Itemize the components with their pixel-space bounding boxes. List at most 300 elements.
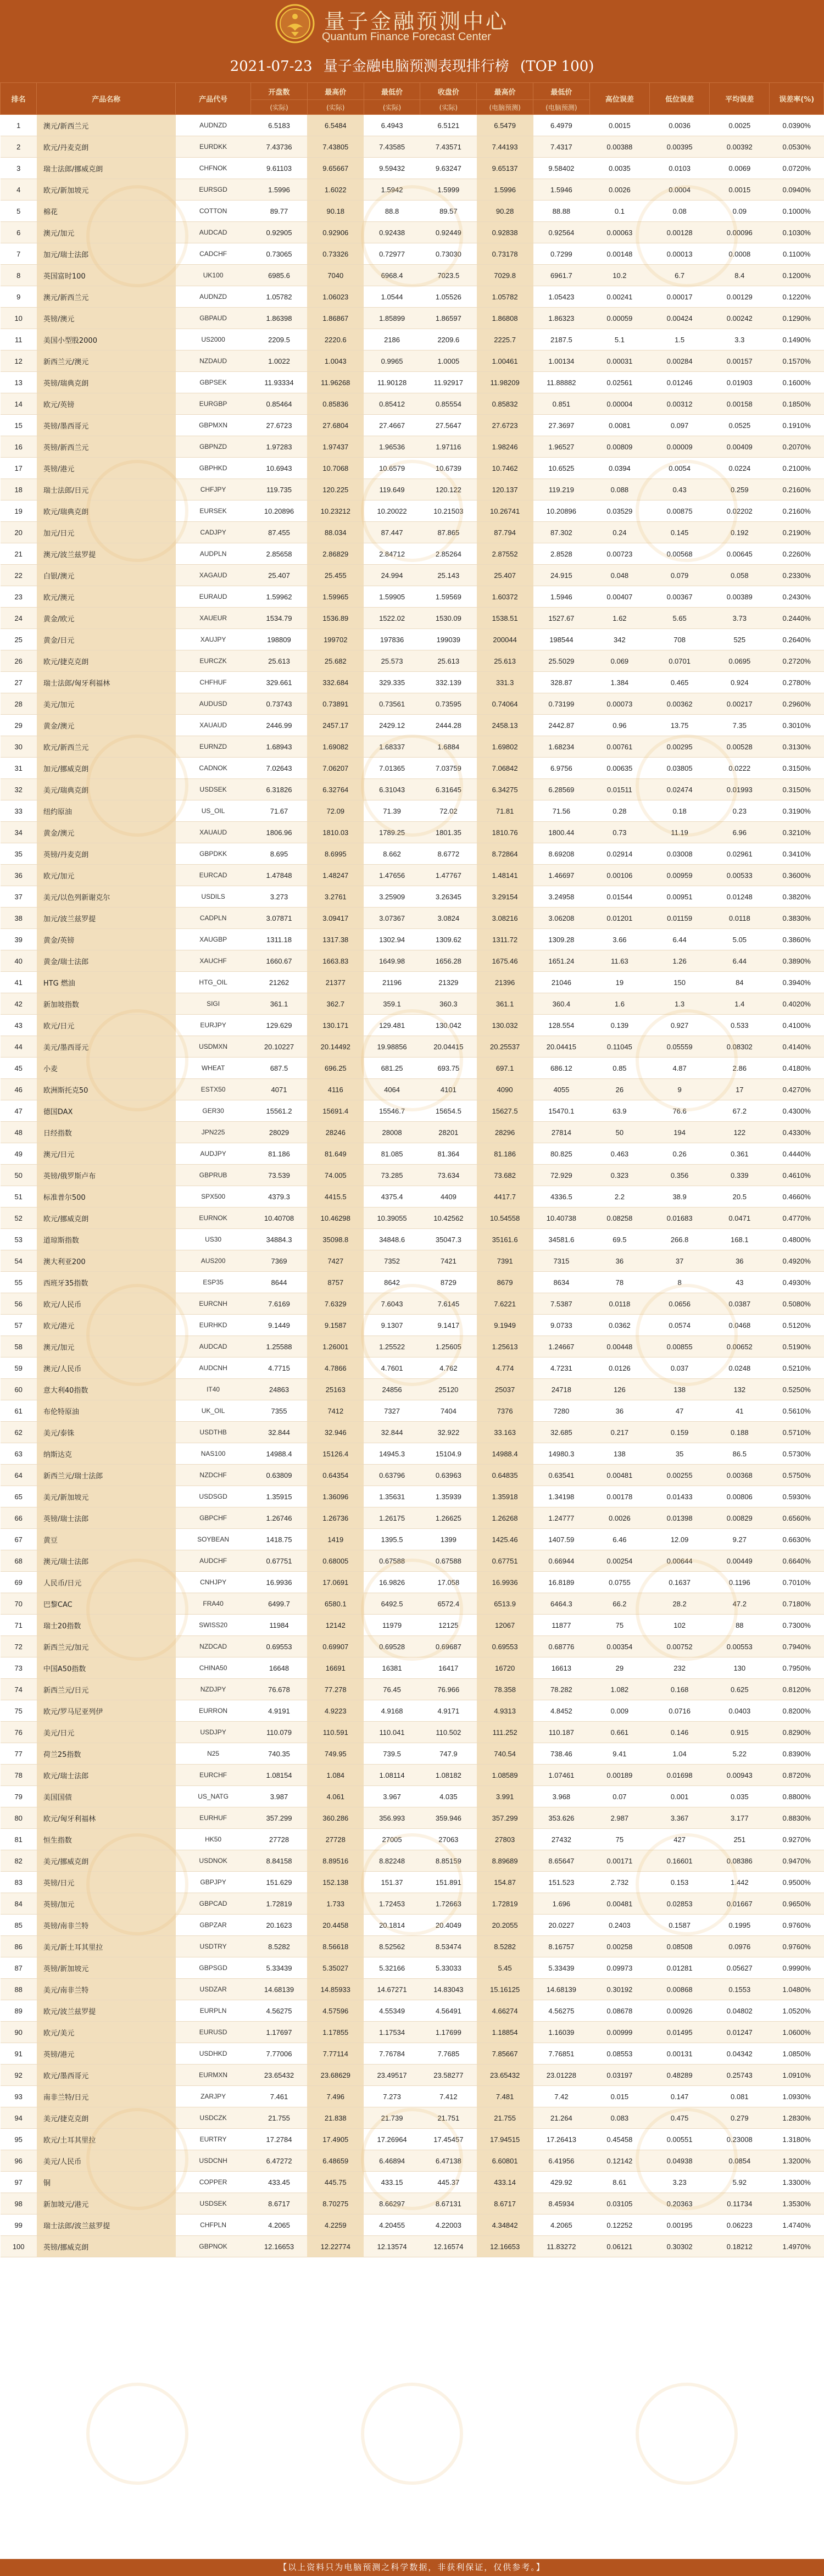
- cell-rank: 77: [1, 1743, 37, 1765]
- cell-avg-error: 0.00806: [710, 1486, 770, 1507]
- cell-product-code: CNHJPY: [176, 1572, 251, 1593]
- cell-close: 6.47138: [420, 2150, 477, 2172]
- cell-open: 6499.7: [251, 1593, 308, 1615]
- brand-name-cn: 量子金融预测中心: [324, 9, 509, 34]
- cell-low-error: 0.00959: [650, 865, 710, 886]
- cell-low: 34848.6: [364, 1229, 420, 1250]
- cell-high: 10.46298: [307, 1208, 364, 1229]
- cell-low-pred: 4.2065: [533, 2215, 590, 2236]
- cell-low-pred: 6.28569: [533, 779, 590, 800]
- cell-close: 6572.4: [420, 1593, 477, 1615]
- cell-product-code: COTTON: [176, 201, 251, 222]
- cell-low-pred: 20.0227: [533, 1915, 590, 1936]
- cell-high: 15691.4: [307, 1100, 364, 1122]
- table-row: [1, 1829, 824, 1850]
- cell-high: 15126.4: [307, 1443, 364, 1465]
- cell-low-error: 0.00295: [650, 736, 710, 758]
- cell-low-pred: 7.76851: [533, 2043, 590, 2065]
- cell-error-rate: 0.9470%: [770, 1850, 824, 1872]
- cell-low-pred: 8.69208: [533, 843, 590, 865]
- cell-high-error: 0.015: [589, 2086, 649, 2107]
- table-row: [1, 1272, 824, 1293]
- cell-high-pred: 28296: [477, 1122, 533, 1143]
- cell-high: 23.68629: [307, 2065, 364, 2086]
- cell-avg-error: 0.0118: [710, 908, 770, 929]
- cell-product-name: 新加坡元/港元: [37, 2193, 176, 2215]
- cell-low: 16381: [364, 1657, 420, 1679]
- cell-low: 433.15: [364, 2172, 420, 2193]
- cell-close: 9.1417: [420, 1315, 477, 1336]
- cell-low-error: 5.65: [650, 608, 710, 629]
- cell-avg-error: 0.035: [710, 1786, 770, 1807]
- cell-error-rate: 1.0600%: [770, 2022, 824, 2043]
- cell-low-pred: 0.92564: [533, 222, 590, 243]
- report-date: 2021-07-23: [230, 58, 313, 75]
- cell-error-rate: 1.3200%: [770, 2150, 824, 2172]
- cell-rank: 28: [1, 693, 37, 715]
- table-row: [1, 1315, 824, 1336]
- cell-product-code: AUDCAD: [176, 1336, 251, 1357]
- cell-rank: 61: [1, 1400, 37, 1422]
- cell-avg-error: 0.1196: [710, 1572, 770, 1593]
- cell-high: 1536.89: [307, 608, 364, 629]
- cell-low-error: 0.01683: [650, 1208, 710, 1229]
- cell-low: 24.994: [364, 565, 420, 586]
- cell-low: 76.45: [364, 1679, 420, 1700]
- cell-high-pred: 90.28: [477, 201, 533, 222]
- cell-high-error: 0.03197: [589, 2065, 649, 2086]
- col-lo-err: 低位误差: [650, 83, 710, 115]
- cell-low: 6.4943: [364, 115, 420, 136]
- cell-close: 130.042: [420, 1015, 477, 1036]
- cell-product-name: 新西兰元/澳元: [37, 350, 176, 372]
- cell-error-rate: 0.4140%: [770, 1036, 824, 1058]
- cell-error-rate: 0.1850%: [770, 393, 824, 415]
- cell-low: 7352: [364, 1250, 420, 1272]
- watermark-logo-icon: [88, 2384, 187, 2483]
- cell-low-pred: 27.3697: [533, 415, 590, 436]
- cell-product-code: SWISS20: [176, 1615, 251, 1636]
- cell-low: 21196: [364, 972, 420, 993]
- cell-low-error: 0.00926: [650, 2000, 710, 2022]
- cell-high: 8.89516: [307, 1850, 364, 1872]
- cell-rank: 24: [1, 608, 37, 629]
- cell-product-name: 欧元/土耳其里拉: [37, 2129, 176, 2150]
- cell-product-name: 澳元/加元: [37, 222, 176, 243]
- cell-product-code: EURNOK: [176, 1208, 251, 1229]
- cell-low-error: 0.00128: [650, 222, 710, 243]
- cell-high-error: 342: [589, 629, 649, 650]
- cell-open: 1534.79: [251, 608, 308, 629]
- cell-low-error: 0.02474: [650, 779, 710, 800]
- cell-high-pred: 154.87: [477, 1872, 533, 1893]
- cell-high: 332.684: [307, 672, 364, 693]
- cell-high-error: 0.12142: [589, 2150, 649, 2172]
- cell-high: 14.85933: [307, 1979, 364, 2000]
- table-row: [1, 1422, 824, 1443]
- cell-avg-error: 0.924: [710, 672, 770, 693]
- cell-product-code: AUDNZD: [176, 286, 251, 308]
- cell-low: 15546.7: [364, 1100, 420, 1122]
- cell-rank: 1: [1, 115, 37, 136]
- cell-high-error: 0.02914: [589, 843, 649, 865]
- cell-low-pred: 10.6525: [533, 458, 590, 479]
- cell-open: 0.69553: [251, 1636, 308, 1657]
- cell-error-rate: 0.8800%: [770, 1786, 824, 1807]
- cell-product-code: NAS100: [176, 1443, 251, 1465]
- cell-close: 81.364: [420, 1143, 477, 1165]
- table-row: [1, 222, 824, 243]
- cell-product-code: EURPLN: [176, 2000, 251, 2022]
- cell-high-error: 5.1: [589, 329, 649, 350]
- cell-error-rate: 0.4770%: [770, 1208, 824, 1229]
- cell-low-error: 35: [650, 1443, 710, 1465]
- cell-product-code: AUS200: [176, 1250, 251, 1272]
- cell-close: 1656.28: [420, 950, 477, 972]
- cell-high-pred: 10.7462: [477, 458, 533, 479]
- cell-high: 17.0691: [307, 1572, 364, 1593]
- cell-open: 8.5282: [251, 1936, 308, 1957]
- cell-high: 6.32764: [307, 779, 364, 800]
- cell-low: 4.7601: [364, 1357, 420, 1379]
- cell-low-error: 0.1587: [650, 1915, 710, 1936]
- cell-open: 6.47272: [251, 2150, 308, 2172]
- cell-high-pred: 81.186: [477, 1143, 533, 1165]
- cell-rank: 3: [1, 158, 37, 179]
- table-row: [1, 758, 824, 779]
- cell-open: 3.987: [251, 1786, 308, 1807]
- cell-error-rate: 0.5250%: [770, 1379, 824, 1400]
- cell-high-pred: 4.774: [477, 1357, 533, 1379]
- cell-low: 739.5: [364, 1743, 420, 1765]
- cell-low: 7.43585: [364, 136, 420, 158]
- cell-close: 1.17699: [420, 2022, 477, 2043]
- cell-error-rate: 0.4920%: [770, 1250, 824, 1272]
- cell-low-error: 0.00752: [650, 1636, 710, 1657]
- cell-high-pred: 73.682: [477, 1165, 533, 1186]
- cell-high: 3.2761: [307, 886, 364, 908]
- cell-high-error: 0.00171: [589, 1850, 649, 1872]
- cell-high-error: 0.00073: [589, 693, 649, 715]
- cell-error-rate: 0.2720%: [770, 650, 824, 672]
- cell-rank: 34: [1, 822, 37, 843]
- cell-product-name: 瑞士法郎/挪威克朗: [37, 158, 176, 179]
- cell-avg-error: 0.00528: [710, 736, 770, 758]
- cell-rank: 63: [1, 1443, 37, 1465]
- cell-product-name: 纽约原油: [37, 800, 176, 822]
- cell-high-error: 0.0081: [589, 415, 649, 436]
- cell-high-pred: 433.14: [477, 2172, 533, 2193]
- cell-avg-error: 41: [710, 1400, 770, 1422]
- cell-open: 8.84158: [251, 1850, 308, 1872]
- cell-close: 2209.6: [420, 329, 477, 350]
- cell-product-name: 美元/瑞典克朗: [37, 779, 176, 800]
- cell-product-name: 英镑/丹麦克朗: [37, 843, 176, 865]
- cell-product-code: XAUEUR: [176, 608, 251, 629]
- cell-open: 71.67: [251, 800, 308, 822]
- cell-high-error: 0.01544: [589, 886, 649, 908]
- cell-low-error: 0.00131: [650, 2043, 710, 2065]
- cell-rank: 90: [1, 2022, 37, 2043]
- cell-high-error: 0.01201: [589, 908, 649, 929]
- cell-product-name: 小麦: [37, 1058, 176, 1079]
- cell-product-name: 澳元/加元: [37, 1336, 176, 1357]
- cell-product-name: 美元/日元: [37, 1722, 176, 1743]
- cell-avg-error: 0.00829: [710, 1507, 770, 1529]
- cell-high: 25.682: [307, 650, 364, 672]
- cell-high: 88.034: [307, 522, 364, 543]
- cell-low-pred: 119.219: [533, 479, 590, 500]
- cell-product-code: XAUCHF: [176, 950, 251, 972]
- cell-product-name: 英镑/港元: [37, 458, 176, 479]
- cell-high: 7427: [307, 1250, 364, 1272]
- cell-product-code: COPPER: [176, 2172, 251, 2193]
- cell-product-name: 欧元/澳元: [37, 586, 176, 608]
- cell-rank: 93: [1, 2086, 37, 2107]
- cell-low-error: 3.367: [650, 1807, 710, 1829]
- table-row: [1, 1636, 824, 1657]
- cell-low: 87.447: [364, 522, 420, 543]
- cell-low-error: 38.9: [650, 1186, 710, 1208]
- cell-high-error: 1.62: [589, 608, 649, 629]
- cell-open: 3.07871: [251, 908, 308, 929]
- cell-low: 73.285: [364, 1165, 420, 1186]
- cell-high-error: 0.00031: [589, 350, 649, 372]
- cell-high: 81.649: [307, 1143, 364, 1165]
- cell-low: 4064: [364, 1079, 420, 1100]
- cell-low: 1.85899: [364, 308, 420, 329]
- cell-high: 5.35027: [307, 1957, 364, 1979]
- cell-high-error: 0.00178: [589, 1486, 649, 1507]
- cell-avg-error: 0.01903: [710, 372, 770, 393]
- cell-close: 1.6884: [420, 736, 477, 758]
- cell-error-rate: 0.3820%: [770, 886, 824, 908]
- cell-close: 1801.35: [420, 822, 477, 843]
- cell-low: 0.72977: [364, 243, 420, 265]
- cell-high: 0.73326: [307, 243, 364, 265]
- cell-error-rate: 0.2100%: [770, 458, 824, 479]
- cell-error-rate: 0.9650%: [770, 1893, 824, 1915]
- cell-open: 361.1: [251, 993, 308, 1015]
- cell-rank: 98: [1, 2193, 37, 2215]
- cell-high-pred: 4.66274: [477, 2000, 533, 2022]
- cell-open: 198809: [251, 629, 308, 650]
- cell-low-error: 0.00424: [650, 308, 710, 329]
- cell-product-code: EURRON: [176, 1700, 251, 1722]
- cell-avg-error: 0.09: [710, 201, 770, 222]
- cell-high: 1.0043: [307, 350, 364, 372]
- cell-low-error: 0.03805: [650, 758, 710, 779]
- cell-low: 8.52562: [364, 1936, 420, 1957]
- cell-high-error: 0.00999: [589, 2022, 649, 2043]
- table-header: [1, 83, 824, 115]
- cell-low: 0.63796: [364, 1465, 420, 1486]
- cell-close: 1.5999: [420, 179, 477, 201]
- cell-product-code: CADNOK: [176, 758, 251, 779]
- cell-product-name: 英镑/俄罗斯卢布: [37, 1165, 176, 1186]
- cell-rank: 7: [1, 243, 37, 265]
- cell-open: 1.05782: [251, 286, 308, 308]
- cell-high-error: 0.0394: [589, 458, 649, 479]
- cell-high-pred: 697.1: [477, 1058, 533, 1079]
- cell-product-code: USDCZK: [176, 2107, 251, 2129]
- cell-low: 119.649: [364, 479, 420, 500]
- cell-product-name: 新西兰元/日元: [37, 1679, 176, 1700]
- cell-low: 0.85412: [364, 393, 420, 415]
- cell-error-rate: 0.1030%: [770, 222, 824, 243]
- cell-low-pred: 1.696: [533, 1893, 590, 1915]
- cell-product-code: EURAUD: [176, 586, 251, 608]
- cell-error-rate: 0.1290%: [770, 308, 824, 329]
- cell-product-code: US_OIL: [176, 800, 251, 822]
- cell-product-code: N25: [176, 1743, 251, 1765]
- cell-close: 445.37: [420, 2172, 477, 2193]
- cell-product-code: NZDCHF: [176, 1465, 251, 1486]
- cell-error-rate: 0.2640%: [770, 629, 824, 650]
- cell-product-code: GBPRUB: [176, 1165, 251, 1186]
- cell-open: 9.1449: [251, 1315, 308, 1336]
- cell-low: 1.08114: [364, 1765, 420, 1786]
- cell-product-code: NZDAUD: [176, 350, 251, 372]
- cell-close: 4409: [420, 1186, 477, 1208]
- cell-high-pred: 15.16125: [477, 1979, 533, 2000]
- cell-avg-error: 3.177: [710, 1807, 770, 1829]
- cell-avg-error: 0.01667: [710, 1893, 770, 1915]
- cell-product-code: WHEAT: [176, 1058, 251, 1079]
- cell-avg-error: 0.00096: [710, 222, 770, 243]
- cell-product-code: AUDNZD: [176, 115, 251, 136]
- cell-open: 129.629: [251, 1015, 308, 1036]
- cell-low-pred: 7280: [533, 1400, 590, 1422]
- cell-close: 4.762: [420, 1357, 477, 1379]
- cell-high-error: 0.323: [589, 1165, 649, 1186]
- table-row: [1, 1550, 824, 1572]
- cell-rank: 64: [1, 1465, 37, 1486]
- cell-high: 1.6022: [307, 179, 364, 201]
- cell-low-error: 0.08508: [650, 1936, 710, 1957]
- cell-low: 27.4667: [364, 415, 420, 436]
- cell-high: 32.946: [307, 1422, 364, 1443]
- cell-high-error: 0.00481: [589, 1893, 649, 1915]
- cell-low-pred: 6.4979: [533, 115, 590, 136]
- cell-open: 10.40708: [251, 1208, 308, 1229]
- cell-error-rate: 0.6640%: [770, 1550, 824, 1572]
- cell-low: 10.20022: [364, 500, 420, 522]
- cell-product-code: GBPDKK: [176, 843, 251, 865]
- cell-high-error: 0.06121: [589, 2236, 649, 2257]
- cell-open: 8644: [251, 1272, 308, 1293]
- cell-high: 0.92906: [307, 222, 364, 243]
- ranking-table: [0, 82, 824, 2257]
- cell-high: 1810.03: [307, 822, 364, 843]
- cell-product-name: 德国DAX: [37, 1100, 176, 1122]
- cell-open: 0.85464: [251, 393, 308, 415]
- cell-error-rate: 0.4180%: [770, 1058, 824, 1079]
- cell-close: 73.634: [420, 1165, 477, 1186]
- cell-low: 681.25: [364, 1058, 420, 1079]
- cell-high-pred: 3.991: [477, 1786, 533, 1807]
- cell-high-pred: 7376: [477, 1400, 533, 1422]
- watermark-logo-icon: [637, 2384, 736, 2483]
- cell-low: 1.35631: [364, 1486, 420, 1507]
- cell-product-code: XAUAUD: [176, 715, 251, 736]
- cell-error-rate: 0.5730%: [770, 1443, 824, 1465]
- cell-rank: 43: [1, 1015, 37, 1036]
- table-row: [1, 2172, 824, 2193]
- table-row: [1, 286, 824, 308]
- cell-high: 0.73891: [307, 693, 364, 715]
- table-row: [1, 500, 824, 522]
- table-row: [1, 1143, 824, 1165]
- col-name: 产品名称: [37, 83, 176, 115]
- table-row: [1, 1979, 824, 2000]
- cell-product-code: XAUAUD: [176, 822, 251, 843]
- cell-low-pred: 1.5946: [533, 586, 590, 608]
- table-row: [1, 843, 824, 865]
- cell-open: 32.844: [251, 1422, 308, 1443]
- cell-low: 7327: [364, 1400, 420, 1422]
- cell-rank: 13: [1, 372, 37, 393]
- cell-close: 2.85264: [420, 543, 477, 565]
- table-row: [1, 1443, 824, 1465]
- cell-error-rate: 0.5080%: [770, 1293, 824, 1315]
- cell-high: 199702: [307, 629, 364, 650]
- cell-low-pred: 21046: [533, 972, 590, 993]
- cell-low-error: 0.03008: [650, 843, 710, 865]
- sub-open: (实际): [251, 100, 308, 115]
- cell-low-pred: 198544: [533, 629, 590, 650]
- cell-product-code: FRA40: [176, 1593, 251, 1615]
- cell-low: 8.66297: [364, 2193, 420, 2215]
- cell-low-error: 37: [650, 1250, 710, 1272]
- cell-product-name: 标准普尔500: [37, 1186, 176, 1208]
- cell-avg-error: 0.08302: [710, 1036, 770, 1058]
- cell-high: 445.75: [307, 2172, 364, 2193]
- cell-product-name: 欧元/罗马尼亚列伊: [37, 1700, 176, 1722]
- cell-low-pred: 7.4317: [533, 136, 590, 158]
- report-top: (TOP 100): [520, 58, 594, 75]
- cell-high-pred: 71.81: [477, 800, 533, 822]
- table-row: [1, 2129, 824, 2150]
- cell-error-rate: 0.9990%: [770, 1957, 824, 1979]
- table-row: [1, 672, 824, 693]
- cell-high-pred: 130.032: [477, 1015, 533, 1036]
- cell-high-pred: 7.6221: [477, 1293, 533, 1315]
- cell-error-rate: 0.2960%: [770, 693, 824, 715]
- cell-low-pred: 24.915: [533, 565, 590, 586]
- cell-product-code: XAUJPY: [176, 629, 251, 650]
- cell-product-name: 人民币/日元: [37, 1572, 176, 1593]
- cell-rank: 54: [1, 1250, 37, 1272]
- cell-high-error: 0.08678: [589, 2000, 649, 2022]
- cell-low-error: 0.0004: [650, 179, 710, 201]
- cell-close: 1.97116: [420, 436, 477, 458]
- cell-high-pred: 1538.51: [477, 608, 533, 629]
- cell-open: 110.079: [251, 1722, 308, 1743]
- cell-product-code: USDILS: [176, 886, 251, 908]
- cell-product-code: ESP35: [176, 1272, 251, 1293]
- cell-error-rate: 0.2260%: [770, 543, 824, 565]
- cell-high-pred: 78.358: [477, 1679, 533, 1700]
- cell-close: 1.05526: [420, 286, 477, 308]
- cell-open: 25.407: [251, 565, 308, 586]
- cell-close: 0.73030: [420, 243, 477, 265]
- cell-rank: 71: [1, 1615, 37, 1636]
- cell-open: 10.20896: [251, 500, 308, 522]
- cell-low: 17.26964: [364, 2129, 420, 2150]
- cell-error-rate: 0.1600%: [770, 372, 824, 393]
- cell-close: 20.4049: [420, 1915, 477, 1936]
